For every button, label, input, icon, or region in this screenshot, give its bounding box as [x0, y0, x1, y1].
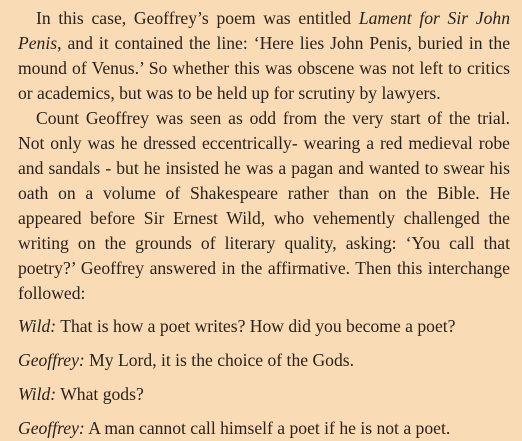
- spoken-line: A man cannot call himself a poet if he is not a poet.: [84, 418, 451, 438]
- speaker-name: Geoffrey:: [18, 418, 85, 438]
- body-text: [18, 6, 510, 306]
- paragraph-text: Count Geoffrey was seen as odd from the very start of the trial. Not only was he dressed eccentrically- wearing a red medieval robe and sandals - but he insisted he was a pagan and wanted to swear his oath on a volume of Shakespeare rather than on the Bible. He appeared before Sir Ernest Wild, who vehemently challenged the writing on the grounds of literary quality, asking: ‘You call that poetry?’ Geoffrey answered in the affirmative. Then this interchange followed:: [18, 108, 510, 303]
- speaker-name: Wild:: [18, 316, 57, 336]
- paragraph-text: , and it contained the line: ‘Here lies John Penis, buried in the mound of Venus.’ So whether this was obscene was not left to critics or academics, but was to be held up for scrutiny by lawyers.: [18, 33, 510, 103]
- speaker-name: Geoffrey:: [18, 350, 85, 370]
- speaker-name: Wild:: [18, 384, 57, 404]
- dialogue-line: [18, 416, 510, 441]
- spoken-line: What gods?: [56, 384, 144, 404]
- dialogue-line: [18, 348, 510, 373]
- poem-title: Lament for Sir John Penis: [18, 8, 510, 53]
- paragraph: [18, 6, 510, 106]
- dialogue-line: [18, 314, 510, 339]
- dialogue-line: [18, 382, 510, 407]
- paragraph: [18, 106, 510, 306]
- spoken-line: That is how a poet writes? How did you become a poet?: [56, 316, 456, 336]
- dialogue-exchange: [18, 314, 510, 441]
- paragraph-text: In this case, Geoffrey’s poem was entitled: [36, 8, 359, 28]
- spoken-line: My Lord, it is the choice of the Gods.: [84, 350, 354, 370]
